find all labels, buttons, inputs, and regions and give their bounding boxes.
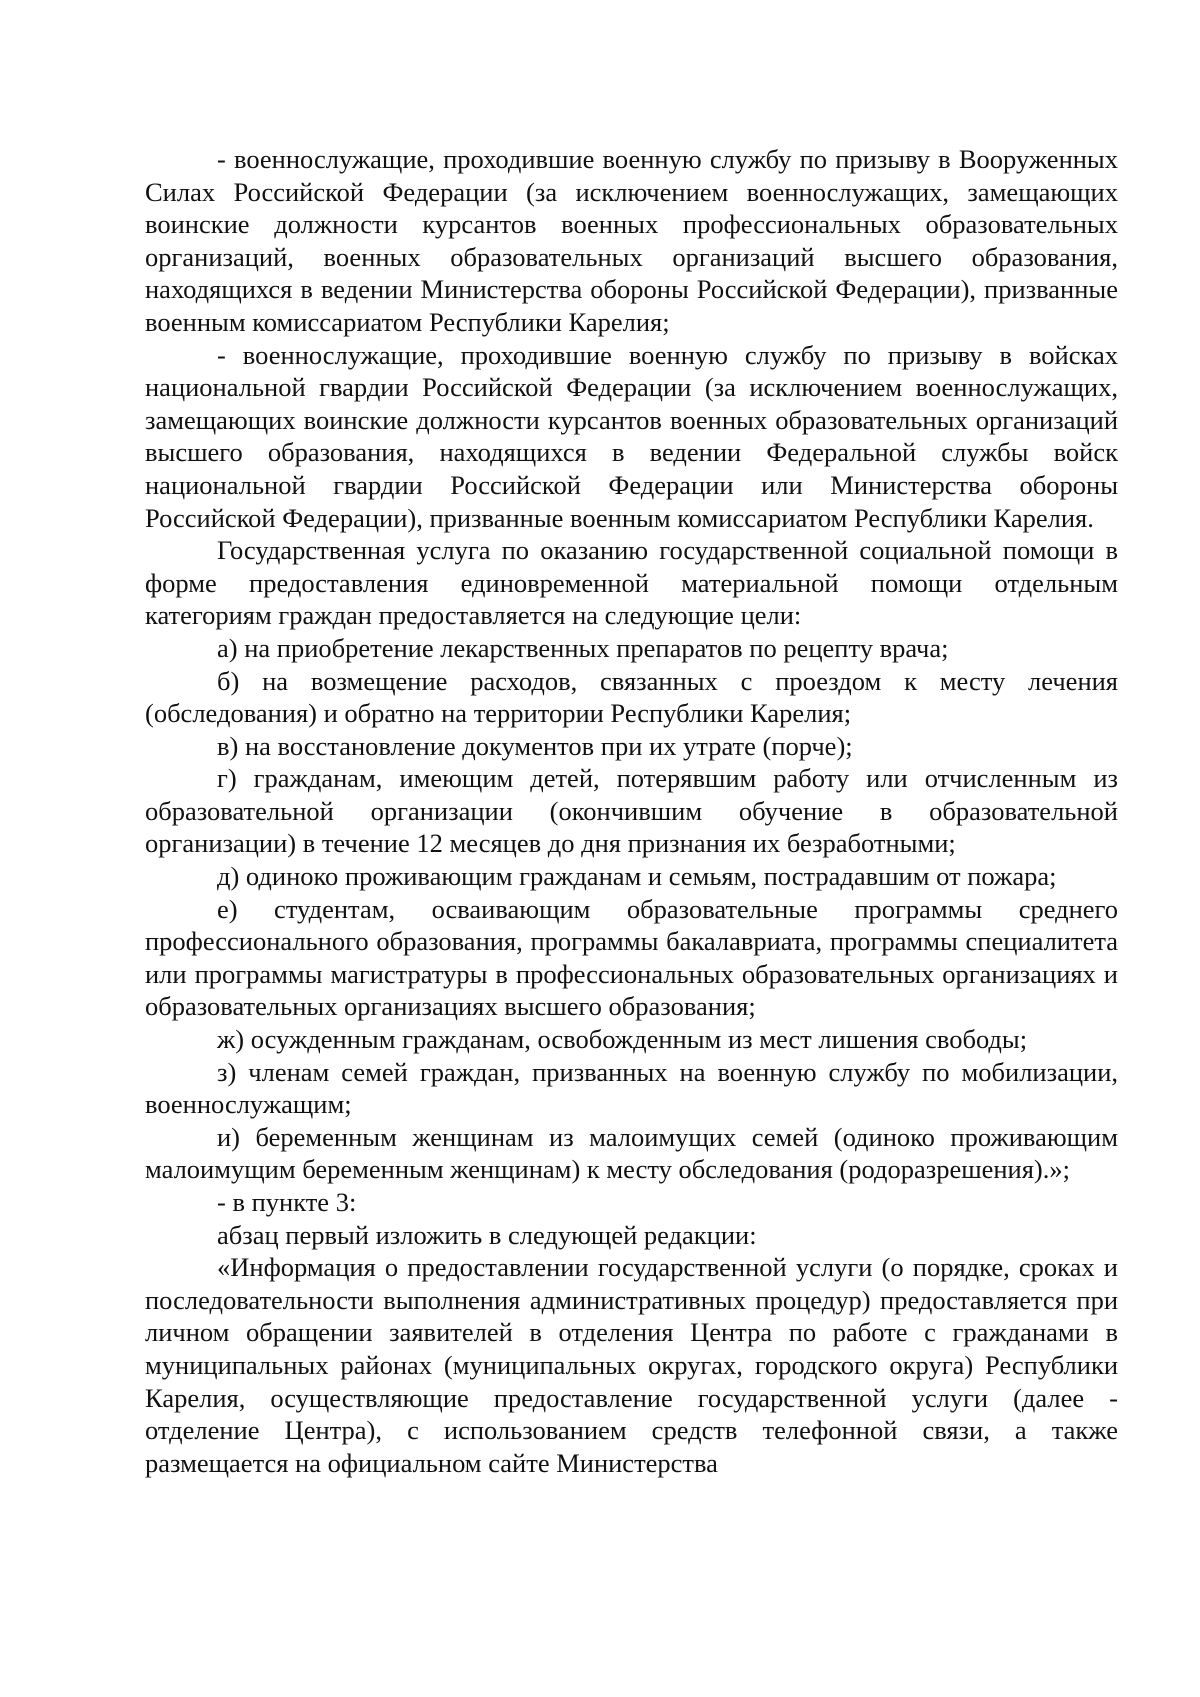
paragraph-item-z: з) членам семей граждан, призванных на военную службу по мобилизации, военнослужащим; <box>145 1056 1118 1120</box>
paragraph-conscripts-armed-forces: - военнослужащие, проходившие военную службу по призыву в Вооруженных Силах Российской Федерации (за исключением военнослужащих, замещающих воинские должности курсантов военных профессиональных образовательных организаций, военных образовательных организаций высшего образования, находящихся в ведении Министерства обороны Российской Федерации), призванные военным комиссариатом Республики Карелия; <box>145 144 1118 337</box>
paragraph-item-e: е) студентам, осваивающим образовательные программы среднего профессионального образования, программы бакалавриата, программы специалитета или программы магистратуры в профессиональных образовательных организациях и образовательных организациях высшего образования; <box>145 893 1118 1022</box>
document-body <box>145 143 1118 1479</box>
paragraph-clause-3: - в пункте 3: <box>217 1187 357 1217</box>
paragraph-item-v: в) на восстановление документов при их утрате (порче); <box>217 730 853 761</box>
paragraph-first-abzats-instruction: абзац первый изложить в следующей редакции: <box>217 1219 757 1250</box>
paragraph-conscripts-national-guard: - военнослужащие, проходившие военную службу по призыву в войсках национальной гвардии Российской Федерации (за исключением военнослужащих, замещающих воинские должности курсантов военных образовательных организаций высшего образования, находящихся в ведении Федеральной службы войск национальной гвардии Российской Федерации или Министерства обороны Российской Федерации), призванные военным комиссариатом Республики Карелия. <box>145 339 1118 533</box>
paragraph-item-b: б) на возмещение расходов, связанных с проездом к месту лечения (обследования) и обратно на территории Республики Карелия; <box>145 665 1118 729</box>
paragraph-item-zh: ж) осужденным гражданам, освобожденным из мест лишения свободы; <box>217 1024 1028 1055</box>
paragraph-item-d: д) одиноко проживающим гражданам и семьям, пострадавшим от пожара; <box>217 861 1057 892</box>
paragraph-service-purposes-intro: Государственная услуга по оказанию государственной социальной помощи в форме предоставления единовременной материальной помощи отдельным категориям граждан предоставляется на следующие цели: <box>145 535 1118 631</box>
paragraph-item-i: и) беременным женщинам из малоимущих семей (одиноко проживающим малоимущим беременным женщинам) к месту обследования (родоразрешения).»; <box>145 1121 1118 1185</box>
paragraph-information-provision: «Информация о предоставлении государственной услуги (о порядке, сроках и последовательности выполнения административных процедур) предоставляется при личном обращении заявителей в отделения Центра по работе с гражданами в муниципальных районах (муниципальных округах, городского округа) Республики Карелия, осуществляющие предоставление государственной услуги (далее - отделение Центра), с использованием средств телефонной связи, а также размещается на официальном сайте Министерства <box>145 1252 1118 1478</box>
paragraph-item-g: г) гражданам, имеющим детей, потерявшим работу или отчисленным из образовательной организации (окончившим обучение в образовательной организации) в течение 12 месяцев до дня признания их безработными; <box>145 763 1118 859</box>
paragraph-item-a: а) на приобретение лекарственных препаратов по рецепту врача; <box>217 632 949 663</box>
